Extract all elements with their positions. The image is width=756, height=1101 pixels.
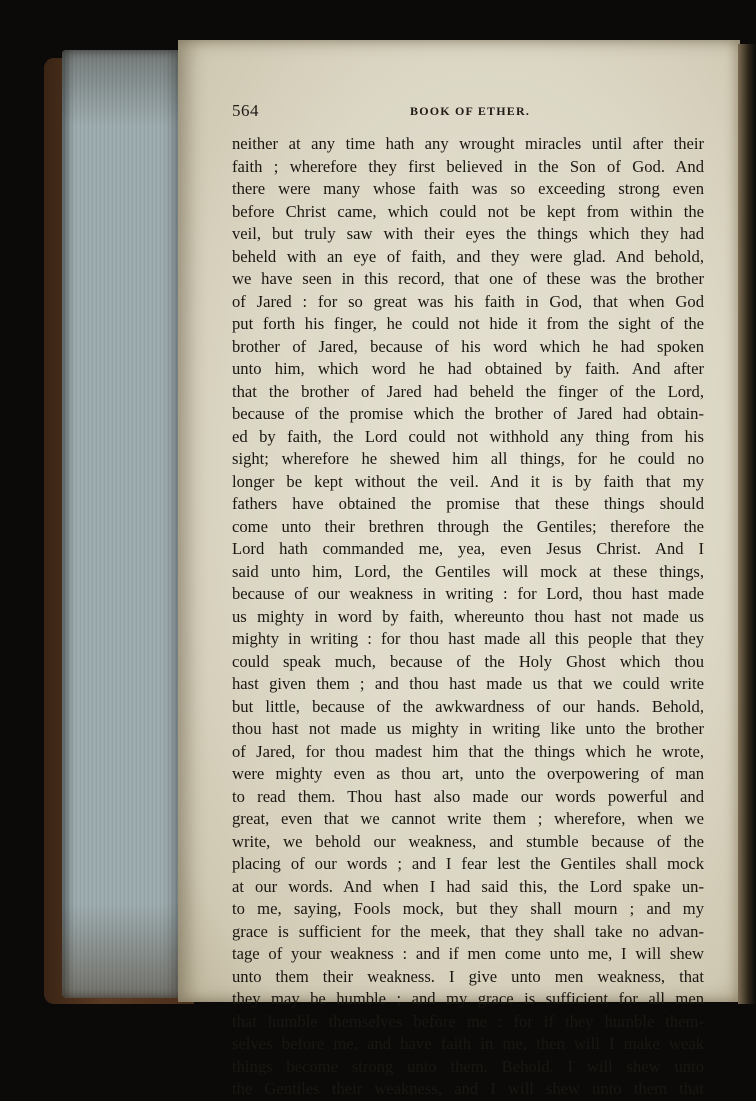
text-line: veil, but truly saw with their eyes the things which they had [232,224,704,243]
text-line: tage of your weakness : and if men come unto me, I will shew [232,944,704,963]
text-line: great, even that we cannot write them ; wherefore, when we [232,809,704,828]
text-line: fathers have obtained the promise that these things should [232,494,704,513]
text-line: Lord hath commanded me, yea, even Jesus Christ. And I [232,539,704,558]
running-head [232,101,704,123]
text-line: thou hast not made us mighty in writing like unto the brother [232,719,704,738]
text-line: could speak much, because of the Holy Ghost which thou [232,651,704,671]
text-line: because of our weakness in writing : for Lord, thou hast made [232,584,704,603]
text-line: longer be kept without the veil. And it is by faith that my [232,471,704,491]
text-line: of Jared, for thou madest him that the things which he wrote, [232,741,704,761]
text-line: before Christ came, which could not be kept from within the [232,201,704,221]
text-line: we have seen in this record, that one of these was the brother [232,269,704,288]
body-text [232,133,704,1101]
text-line: come unto their brethren through the Gentiles; therefore the [232,516,704,536]
text-line: us mighty in word by faith, whereunto thou hast not made us [232,606,704,626]
text-line: because of the promise which the brother of Jared had obtain- [232,404,704,423]
page-block-edge [62,50,182,998]
text-line: to read them. Thou hast also made our words powerful and [232,786,704,806]
text-line: they may be humble ; and my grace is sufficient for all men [232,989,704,1008]
text-line: the Gentiles their weakness, and I will shew unto them that [232,1079,704,1098]
text-line: brother of Jared, because of his word which he had spoken [232,336,704,356]
running-title: BOOK OF ETHER. [410,104,531,118]
text-line: unto him, which word he had obtained by faith. And after [232,359,704,378]
text-line: at our words. And when I had said this, the Lord spake un- [232,876,704,896]
text-line: to me, saying, Fools mock, but they shall mourn ; and my [232,899,704,918]
text-line: selves before me, and have faith in me, then will I make weak [232,1034,704,1053]
page-number: 564 [232,101,259,120]
text-line: write, we behold our weakness, and stumble because of the [232,831,704,851]
text-line: things become strong unto them. Behold, I will shew unto [232,1056,704,1076]
text-line: but little, because of the awkwardness of our hands. Behold, [232,696,704,716]
text-line: that humble themselves before me : for if they humble them- [232,1011,704,1031]
text-line: there were many whose faith was so exceeding strong even [232,179,704,198]
text-line: grace is sufficient for the meek, that they shall take no advan- [232,921,704,941]
text-line: of Jared : for so great was his faith in God, that when God [232,291,704,311]
text-line: placing of our words ; and I fear lest the Gentiles shall mock [232,854,704,873]
text-line: faith ; wherefore they first believed in the Son of God. And [232,156,704,176]
text-line: sight; wherefore he shewed him all things, for he could no [232,449,704,468]
text-line: beheld with an eye of faith, and they were glad. And behold, [232,246,704,266]
text-line: ed by faith, the Lord could not withhold any thing from his [232,426,704,446]
text-line: were mighty even as thou art, unto the overpowering of man [232,764,704,783]
text-line: hast given them ; and thou hast made us that we could write [232,674,704,693]
text-line: neither at any time hath any wrought miracles until after their [232,134,704,153]
page-gutter-shadow [738,44,756,1004]
text-line: unto them their weakness. I give unto men weakness, that [232,966,704,986]
text-line: put forth his finger, he could not hide it from the sight of the [232,314,704,333]
text-line: that the brother of Jared had beheld the finger of the Lord, [232,381,704,401]
text-line: mighty in writing : for thou hast made all this people that they [232,629,704,648]
text-line: said unto him, Lord, the Gentiles will mock at these things, [232,561,704,581]
